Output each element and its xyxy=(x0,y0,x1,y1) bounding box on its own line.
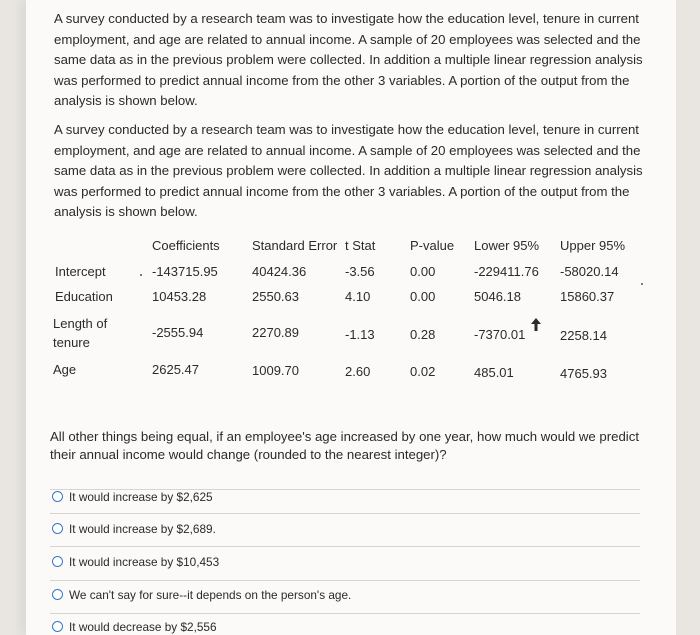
header-standard-error: Standard Error xyxy=(252,238,338,253)
radio-button-icon[interactable] xyxy=(52,556,63,567)
stray-mark xyxy=(641,283,643,285)
cell-lower: 485.01 xyxy=(474,365,514,380)
divider xyxy=(50,580,640,581)
radio-button-icon[interactable] xyxy=(52,589,63,600)
choice-label: It would increase by $10,453 xyxy=(69,555,220,569)
header-lower-95: Lower 95% xyxy=(474,238,540,253)
choice-label: It would increase by $2,689. xyxy=(69,522,216,536)
mouse-pointer-icon xyxy=(530,318,542,332)
cell-lower: -7370.01 xyxy=(474,327,526,342)
cell-upper: -58020.14 xyxy=(560,264,619,279)
radio-button-icon[interactable] xyxy=(52,523,63,534)
row-label-intercept: Intercept xyxy=(55,264,106,279)
row-label-length-of: Length of xyxy=(53,316,108,331)
divider xyxy=(50,546,640,547)
cell-lower: 5046.18 xyxy=(474,289,521,304)
cell-coef: -2555.94 xyxy=(152,325,204,340)
answer-choice-2[interactable] xyxy=(52,522,216,536)
choice-label: We can't say for sure--it depends on the person's age. xyxy=(69,588,352,602)
cell-coef: 2625.47 xyxy=(152,362,199,377)
cell-se: 40424.36 xyxy=(252,264,307,279)
cell-t: 4.10 xyxy=(345,289,371,304)
cell-p: 0.02 xyxy=(410,364,436,379)
cell-upper: 15860.37 xyxy=(560,289,615,304)
header-t-stat: t Stat xyxy=(345,238,376,253)
header-coefficients: Coefficients xyxy=(152,238,220,253)
cell-se: 2270.89 xyxy=(252,325,299,340)
cell-t: 2.60 xyxy=(345,364,371,379)
answer-choice-1[interactable] xyxy=(52,490,213,504)
cell-p: 0.28 xyxy=(410,327,436,342)
cell-p: 0.00 xyxy=(410,264,436,279)
answer-choice-3[interactable] xyxy=(52,555,219,569)
radio-button-icon[interactable] xyxy=(52,491,63,502)
cell-upper: 2258.14 xyxy=(560,328,607,343)
header-upper-95: Upper 95% xyxy=(560,238,626,253)
row-label-tenure: tenure xyxy=(53,335,90,350)
row-label-age: Age xyxy=(53,362,77,377)
cell-coef: -143715.95 xyxy=(152,264,218,279)
divider xyxy=(50,613,640,614)
header-p-value: P-value xyxy=(410,238,455,253)
choice-label: It would increase by $2,625 xyxy=(69,490,213,504)
cell-se: 1009.70 xyxy=(252,363,299,378)
choice-label: It would decrease by $2,556 xyxy=(69,620,217,634)
divider xyxy=(50,513,640,514)
cell-se: 2550.63 xyxy=(252,289,299,304)
cell-lower: -229411.76 xyxy=(474,264,539,279)
intro-paragraph-1: A survey conducted by a research team was to investigate how the education level, tenure in current employment, and age are related to annual income. A sample of 20 employees was selected and the same data as in the previous problem were collected. In addition a multiple linear regression analysis was performed to predict annual income from the other 3 variables. A portion of the output from the analysis is shown below. xyxy=(54,11,643,109)
intro-paragraph-2: A survey conducted by a research team was to investigate how the education level, tenure in current employment, and age are related to annual income. A sample of 20 employees was selected and the same data as in the previous problem were collected. In addition a multiple linear regression analysis was performed to predict annual income from the other 3 variables. A portion of the output from the analysis is shown below. xyxy=(54,122,643,220)
cell-t: -1.13 xyxy=(345,327,375,342)
answer-choice-4[interactable] xyxy=(52,588,351,602)
cell-coef: 10453.28 xyxy=(152,289,207,304)
cell-upper: 4765.93 xyxy=(560,366,607,381)
cell-p: 0.00 xyxy=(410,289,436,304)
cell-t: -3.56 xyxy=(345,264,375,279)
stray-mark xyxy=(140,274,142,276)
question-text: All other things being equal, if an employee's age increased by one year, how much would we predict their annual income would change (rounded to the nearest integer)? xyxy=(50,429,639,462)
radio-button-icon[interactable] xyxy=(52,621,63,632)
answer-choice-5[interactable] xyxy=(52,620,217,634)
row-label-education: Education xyxy=(55,289,113,304)
